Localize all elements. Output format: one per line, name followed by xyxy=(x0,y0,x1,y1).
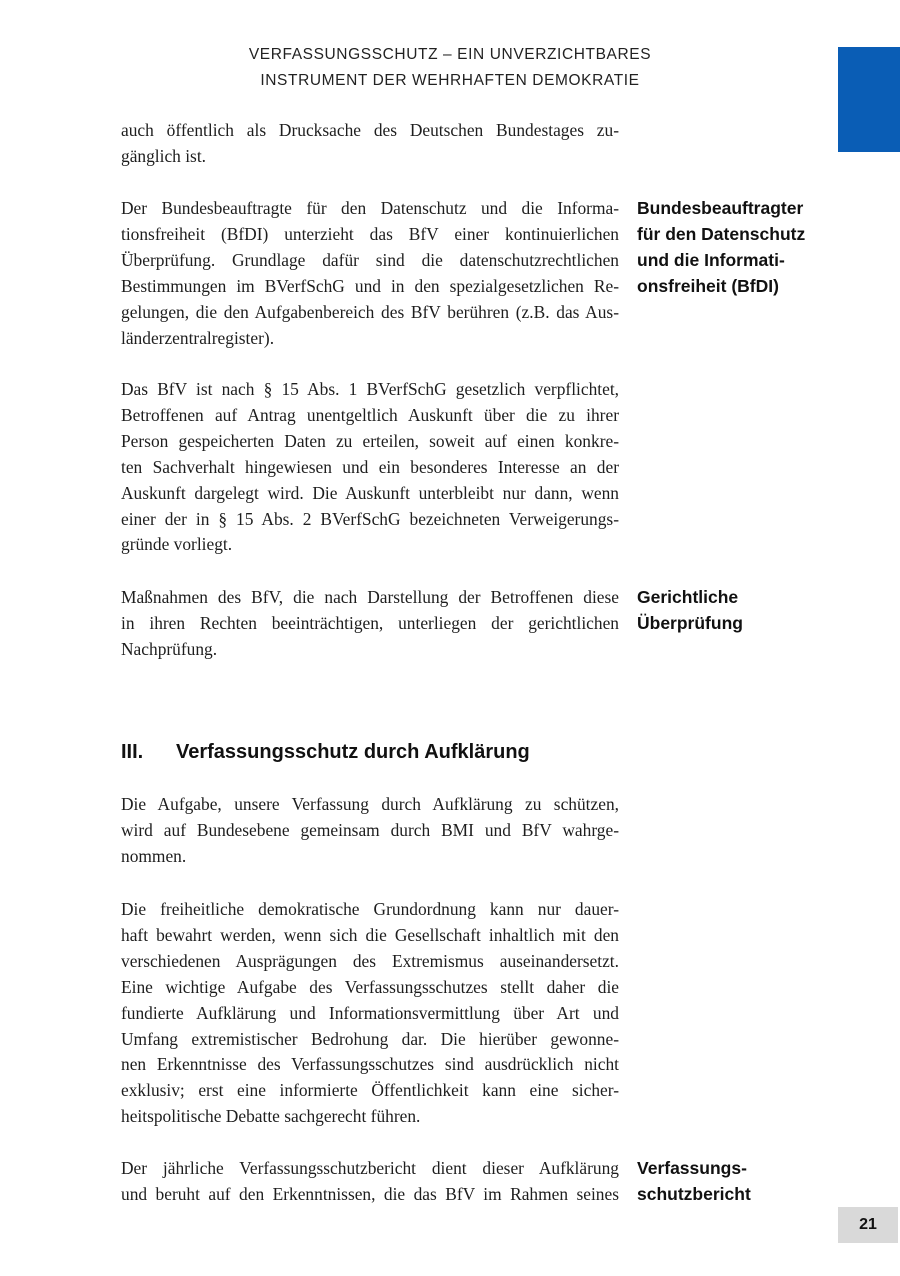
text-line: gelungen, die den Aufgabenbereich des BfV berühren (z.B. das Aus- xyxy=(121,301,619,322)
paragraph-bfdi xyxy=(121,196,619,351)
paragraph-aufgabe xyxy=(121,792,619,870)
running-header xyxy=(0,42,900,94)
text-line: Nachprüfung. xyxy=(121,638,218,659)
paragraph-drucksache xyxy=(121,118,619,170)
text-line: länderzentralregister). xyxy=(121,327,275,348)
text-line: Maßnahmen des BfV, die nach Darstellung der Betroffenen diese xyxy=(121,587,619,607)
text-line: nen Erkenntnisse des Verfassungsschutzes sind ausdrücklich nicht xyxy=(121,1054,619,1075)
text-line: exklusiv; erst eine informierte Öffentlichkeit kann eine sicher- xyxy=(121,1080,619,1101)
text-line: Die Aufgabe, unsere Verfassung durch Aufklärung zu schützen, xyxy=(121,794,619,814)
margin-note-verfassungsschutzbericht xyxy=(637,1156,827,1208)
text-line: fundierte Aufklärung und Informationsvermittlung über Art und xyxy=(121,1002,619,1023)
section-heading xyxy=(121,738,530,766)
text-line: einer der in § 15 Abs. 2 BVerfSchG bezeichneten Verweigerungs- xyxy=(121,508,619,529)
text-line: Der jährliche Verfassungsschutzbericht dient dieser Aufklärung xyxy=(121,1158,619,1178)
text-line: Überprüfung. Grundlage dafür sind die datenschutzrechtlichen xyxy=(121,249,619,270)
margin-note-line: onsfreiheit (BfDI) xyxy=(637,275,779,296)
text-line: auch öffentlich als Drucksache des Deutschen Bundestages zu- xyxy=(121,120,619,140)
text-line: gründe vorliegt. xyxy=(121,534,233,555)
running-header-line-2: INSTRUMENT DER WEHRHAFTEN DEMOKRATIE xyxy=(260,72,640,89)
margin-note-bfdi xyxy=(637,196,827,300)
margin-note-line: Gerichtliche xyxy=(637,587,739,607)
text-line: Der Bundesbeauftragte für den Datenschutz und die Informa- xyxy=(121,198,619,218)
margin-note-line: Überprüfung xyxy=(637,612,743,633)
margin-note-line: und die Informati- xyxy=(637,249,785,270)
text-line: Auskunft dargelegt wird. Die Auskunft unterbleibt nur dann, wenn xyxy=(121,482,619,503)
text-line: verschiedenen Ausprägungen des Extremismus auseinandersetzt. xyxy=(121,950,619,971)
text-line: und beruht auf den Erkenntnissen, die das BfV im Rahmen seines xyxy=(121,1183,619,1204)
text-line: ten Sachverhalt hingewiesen und ein besonderes Interesse an der xyxy=(121,456,619,477)
section-title: Verfassungsschutz durch Aufklärung xyxy=(176,741,530,763)
text-line: wird auf Bundesebene gemeinsam durch BMI und BfV wahrge- xyxy=(121,819,619,840)
page-number: 21 xyxy=(838,1207,898,1243)
text-line: Die freiheitliche demokratische Grundordnung kann nur dauer- xyxy=(121,899,619,919)
chapter-tab-marker xyxy=(838,47,900,152)
text-line: nommen. xyxy=(121,845,187,866)
text-line: Person gespeicherten Daten zu erteilen, soweit auf einen konkre- xyxy=(121,430,619,451)
running-header-line-1: VERFASSUNGSSCHUTZ – EIN UNVERZICHTBARES xyxy=(248,46,652,63)
margin-note-line: Bundesbeauftragter xyxy=(637,198,804,218)
section-number: III. xyxy=(121,741,144,763)
text-line: Betroffenen auf Antrag unentgeltlich Auskunft über die zu ihrer xyxy=(121,404,619,425)
paragraph-grundordnung xyxy=(121,897,619,1130)
text-line: Bestimmungen im BVerfSchG und in den spezialgesetzlichen Re- xyxy=(121,275,619,296)
paragraph-nachpruefung xyxy=(121,585,619,663)
text-line: Eine wichtige Aufgabe des Verfassungsschutzes stellt daher die xyxy=(121,976,619,997)
margin-note-line: für den Datenschutz xyxy=(637,223,806,244)
text-line: Umfang extremistischer Bedrohung dar. Die hierüber gewonne- xyxy=(121,1028,619,1049)
margin-note-gerichtliche-ueberpruefung xyxy=(637,585,827,637)
text-line: Das BfV ist nach § 15 Abs. 1 BVerfSchG gesetzlich verpflichtet, xyxy=(121,379,619,399)
text-line: haft bewahrt werden, wenn sich die Gesellschaft inhaltlich mit den xyxy=(121,924,619,945)
margin-note-line: schutzbericht xyxy=(637,1183,751,1204)
text-line: heitspolitische Debatte sachgerecht führen. xyxy=(121,1106,421,1127)
text-line: in ihren Rechten beeinträchtigen, unterliegen der gerichtlichen xyxy=(121,612,619,633)
text-line: tionsfreiheit (BfDI) unterzieht das BfV einer kontinuierlichen xyxy=(121,223,619,244)
text-line: gänglich ist. xyxy=(121,145,207,166)
paragraph-verfassungsschutzbericht xyxy=(121,1156,619,1208)
margin-note-line: Verfassungs- xyxy=(637,1158,747,1178)
paragraph-auskunft xyxy=(121,377,619,558)
